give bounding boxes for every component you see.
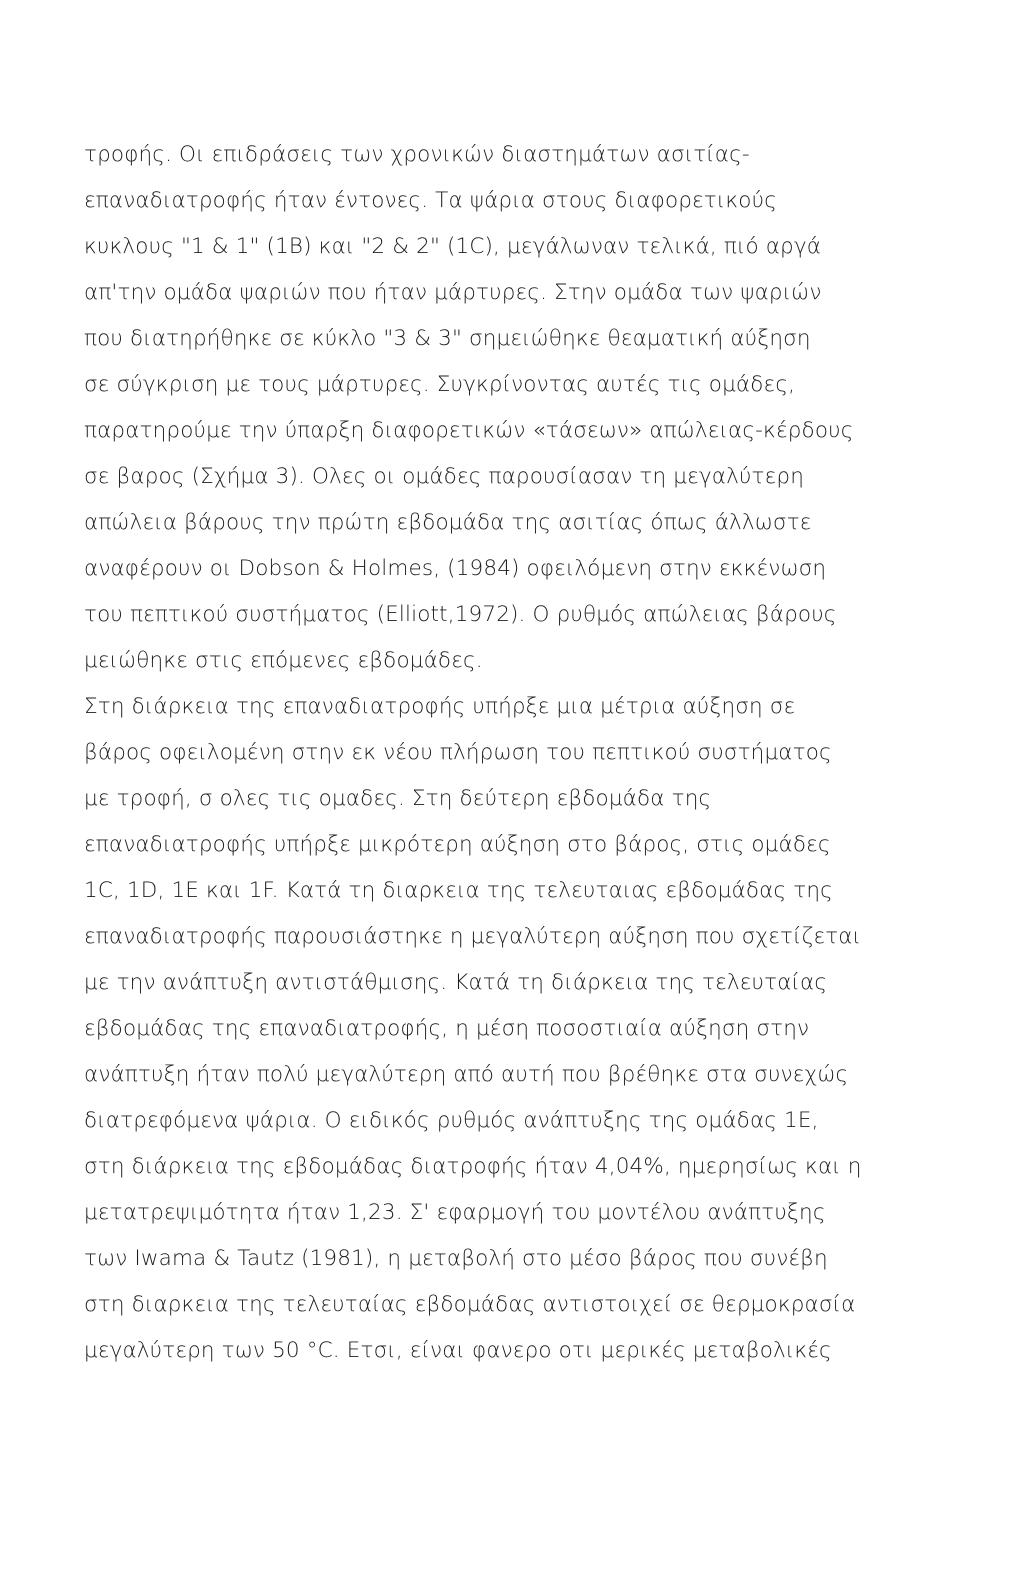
text-line: στη διάρκεια της εβδομάδας διατροφής ήταν 4,04%, ημερησίως και η <box>84 1154 862 1179</box>
text-line: που διατηρήθηκε σε κύκλο "3 & 3" σημειώθηκε θεαματική αύξηση <box>84 326 811 351</box>
text-line: κυκλους "1 & 1" (1B) και "2 & 2" (1C), μεγάλωναν τελικά, πιό αργά <box>84 234 822 259</box>
text-line: ανάπτυξη ήταν πολύ μεγαλύτερη από αυτή που βρέθηκε στα συνεχώς <box>84 1062 849 1087</box>
text-line: με την ανάπτυξη αντιστάθμισης. Κατά τη διάρκεια της τελευταίας <box>84 970 828 995</box>
text-line: μεγαλύτερη των 50 °C. Ετσι, είναι φανερο οτι μερικές μεταβολικές <box>84 1338 832 1363</box>
text-line: των Iwama & Tautz (1981), η μεταβολή στο μέσο βάρος που συνέβη <box>84 1246 828 1271</box>
text-line: απώλεια βάρους την πρώτη εβδομάδα της ασιτίας όπως άλλωστε <box>84 510 812 535</box>
text-line: αναφέρουν οι Dobson & Holmes, (1984) οφειλόμενη στην εκκένωση <box>84 556 827 581</box>
text-line: επαναδιατροφής υπήρξε μικρότερη αύξηση στο βάρος, στις ομάδες <box>84 832 831 857</box>
body-text <box>84 132 984 1374</box>
text-line: απ'την ομάδα ψαριών που ήταν μάρτυρες. Στην ομάδα των ψαριών <box>84 280 822 305</box>
text-line: του πεπτικού συστήματος (Elliott,1972). Ο ρυθμός απώλειας βάρους <box>84 602 837 627</box>
text-line: βάρος οφειλομένη στην εκ νέου πλήρωση του πεπτικού συστήματος <box>84 740 832 765</box>
text-line: επαναδιατροφής παρουσιάστηκε η μεγαλύτερη αύξηση που σχετίζεται <box>84 924 862 949</box>
text-line: παρατηρούμε την ύπαρξη διαφορετικών «τάσεων» απώλειας-κέρδους <box>84 418 854 443</box>
text-line: σε βαρος (Σχήμα 3). Ολες οι ομάδες παρουσίασαν τη μεγαλύτερη <box>84 464 804 489</box>
text-line: στη διαρκεια της τελευταίας εβδομάδας αντιστοιχεί σε θερμοκρασία <box>84 1292 856 1317</box>
text-line: μετατρεψιμότητα ήταν 1,23. Σ' εφαρμογή του μοντέλου ανάπτυξης <box>84 1200 826 1225</box>
text-line: Στη διάρκεια της επαναδιατροφής υπήρξε μια μέτρια αύξηση σε <box>84 694 796 719</box>
text-line: επαναδιατροφής ήταν έντονες. Τα ψάρια στους διαφορετικούς <box>84 188 777 213</box>
text-line: 1C, 1D, 1E και 1F. Κατά τη διαρκεια της τελευταιας εβδομάδας της <box>84 878 833 903</box>
text-line: τροφής. Οι επιδράσεις των χρονικών διαστημάτων ασιτίας- <box>84 142 750 167</box>
text-line: σε σύγκριση με τους μάρτυρες. Συγκρίνοντας αυτές τις ομάδες, <box>84 372 796 397</box>
text-line: εβδομάδας της επαναδιατροφής, η μέση ποσοστιαία αύξηση στην <box>84 1016 810 1041</box>
text-line: μειώθηκε στις επόμενες εβδομάδες. <box>84 648 483 673</box>
text-line: διατρεφόμενα ψάρια. Ο ειδικός ρυθμός ανάπτυξης της ομάδας 1E, <box>84 1108 819 1133</box>
text-line: με τροφή, σ ολες τις ομαδες. Στη δεύτερη εβδομάδα της <box>84 786 712 811</box>
